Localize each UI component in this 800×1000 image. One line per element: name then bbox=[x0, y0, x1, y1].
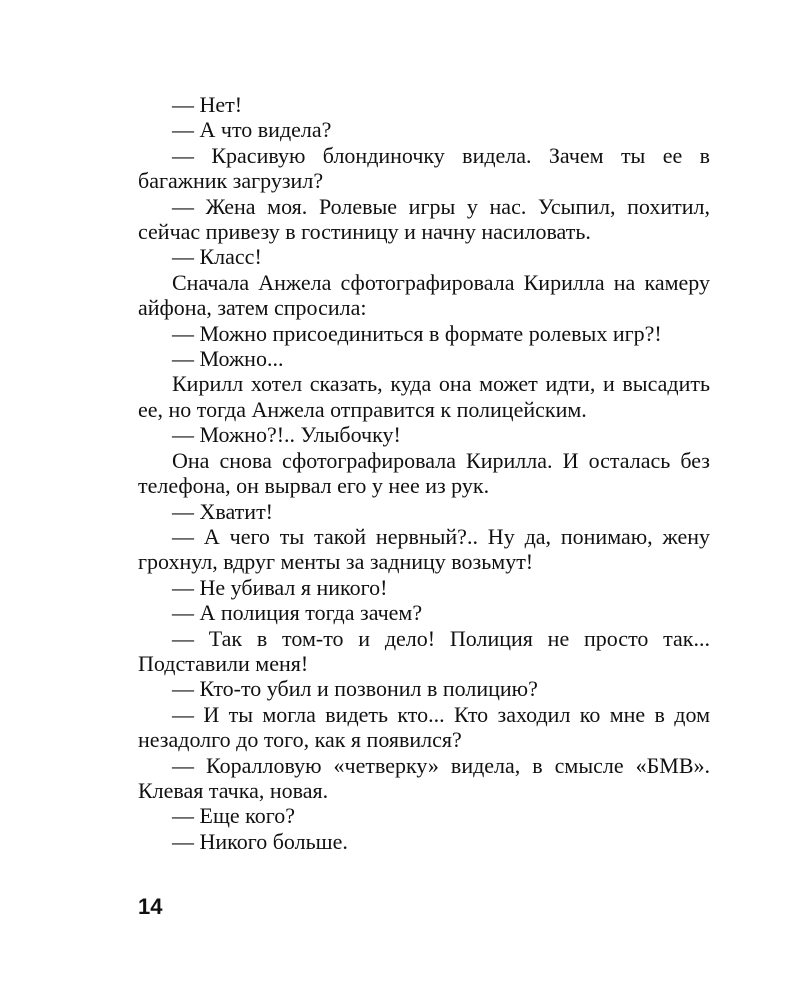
paragraph: Она снова сфотографировала Кирилла. И осталась без телефона, он вырвал его у нее из рук. bbox=[138, 447, 710, 499]
paragraph: — А что видела? bbox=[172, 117, 332, 143]
paragraph: — Класс! bbox=[172, 244, 262, 270]
paragraph: — Можно присоединиться в формате ролевых игр?! bbox=[172, 320, 662, 346]
paragraph: — И ты могла видеть кто... Кто заходил ко мне в дом незадолго до того, как я появился? bbox=[138, 701, 710, 753]
body-text bbox=[138, 92, 710, 854]
paragraph: — Красивую блондиночку видела. Зачем ты ее в багажник загрузил? bbox=[138, 142, 710, 194]
paragraph: — Кто-то убил и позвонил в полицию? bbox=[172, 676, 538, 702]
paragraph: Сначала Анжела сфотографировала Кирилла на камеру айфона, затем спросила: bbox=[138, 269, 710, 321]
paragraph: — Так в том-то и дело! Полиция не просто так... Подставили меня! bbox=[138, 625, 710, 676]
paragraph: — Еще кого? bbox=[172, 803, 295, 829]
paragraph: — Можно?!.. Улыбочку! bbox=[172, 422, 401, 448]
paragraph: — Никого больше. bbox=[172, 828, 348, 854]
paragraph: — А полиция тогда зачем? bbox=[172, 600, 423, 626]
paragraph: — А чего ты такой нервный?.. Ну да, понимаю, жену грохнул, вдруг менты за задницу возьмут! bbox=[138, 523, 710, 575]
paragraph: — Хватит! bbox=[172, 498, 274, 524]
paragraph: — Нет! bbox=[172, 92, 243, 117]
paragraph: — Не убивал я никого! bbox=[172, 574, 388, 600]
paragraph: — Можно... bbox=[172, 346, 284, 372]
paragraph: Кирилл хотел сказать, куда она может идти, и высадить ее, но тогда Анжела отправится к полицейским. bbox=[138, 371, 710, 422]
paragraph: — Жена моя. Ролевые игры у нас. Усыпил, похитил, сейчас привезу в гостиницу и начну насиловать. bbox=[138, 193, 710, 245]
paragraph: — Коралловую «четверку» видела, в смысле «БМВ». Клевая тачка, новая. bbox=[138, 752, 710, 803]
page-number: 14 bbox=[138, 894, 163, 919]
